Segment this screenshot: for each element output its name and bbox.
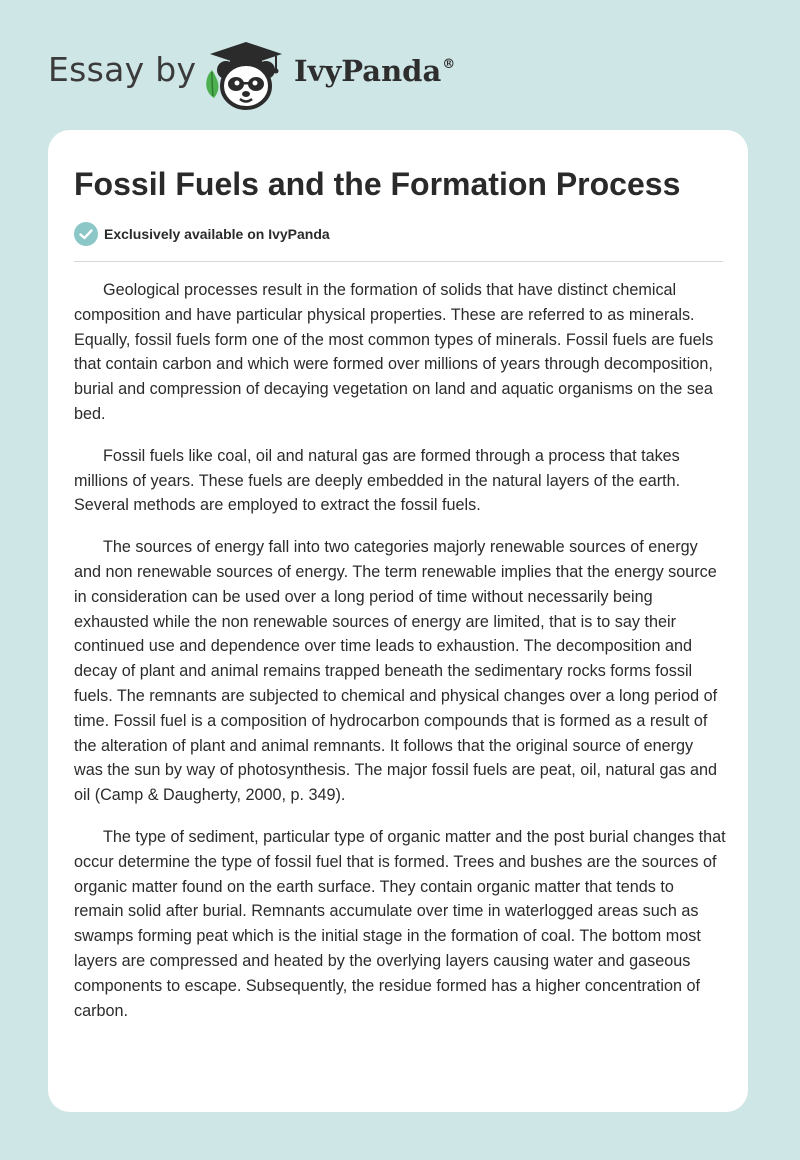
check-circle-icon bbox=[74, 222, 98, 246]
essay-paragraph: The type of sediment, particular type of organic matter and the post burial changes that occur determine the type of fossil fuel that is formed. Trees and bushes are the sources of organic matter found on the earth surface. They contain organic matter that tends to remain solid after burial. Remnants accumulate over time in waterlogged areas such as swamps forming peat which is the initial stage in the formation of coal. The bottom most layers are compressed and heated by the overlying layers causing water and gaseous components to escape. Subsequently, the residue formed has a higher concentration of carbon. bbox=[74, 827, 726, 1020]
exclusive-badge bbox=[74, 222, 330, 246]
site-header-brand[interactable] bbox=[48, 32, 468, 112]
essay-paragraph: Geological processes result in the formation of solids that have distinct chemical composition and have particular physical properties. These are referred to as minerals. Equally, fossil fuels form one of the most common types of minerals. Fossil fuels are fuels that contain carbon and which were formed over millions of years through decomposition, burial and compression of decaying vegetation on land and aquatic organisms on the sea bed. bbox=[74, 281, 714, 423]
panda-logo-icon bbox=[200, 36, 290, 112]
essay-paragraph: Fossil fuels like coal, oil and natural gas are formed through a process that takes millions of years. These fuels are deeply embedded in the natural layers of the earth. Several methods are employed to extract the fossil fuels. bbox=[74, 446, 681, 515]
essay-title: Fossil Fuels and the Formation Process bbox=[74, 166, 681, 202]
title-divider bbox=[74, 261, 723, 262]
essay-paragraph: The sources of energy fall into two categories majorly renewable sources of energy and non renewable sources of energy. The term renewable implies that the energy source in consideration can be used over a long period of time without necessarily being exhausted while the non renewable sources of energy are limited, that is to say their continued use and dependence over time leads to exhaustion. The decomposition and decay of plant and animal remains trapped beneath the sedimentary rocks forms fossil fuels. The remnants are subjected to chemical and physical changes over a long period of time. Fossil fuel is a composition of hydrocarbon compounds that is formed as a result of the alteration of plant and animal remnants. It follows that the original source of energy was the sun by way of photosynthesis. The major fossil fuels are peat, oil, natural gas and oil (Camp & Daugherty, 2000, p. 349). bbox=[74, 538, 718, 805]
brand-prefix: Essay by bbox=[48, 50, 197, 89]
brand-name: IvyPanda® bbox=[294, 54, 456, 88]
essay-body bbox=[74, 278, 726, 1040]
essay-card bbox=[48, 130, 748, 1112]
exclusive-badge-label: Exclusively available on IvyPanda bbox=[104, 226, 330, 242]
